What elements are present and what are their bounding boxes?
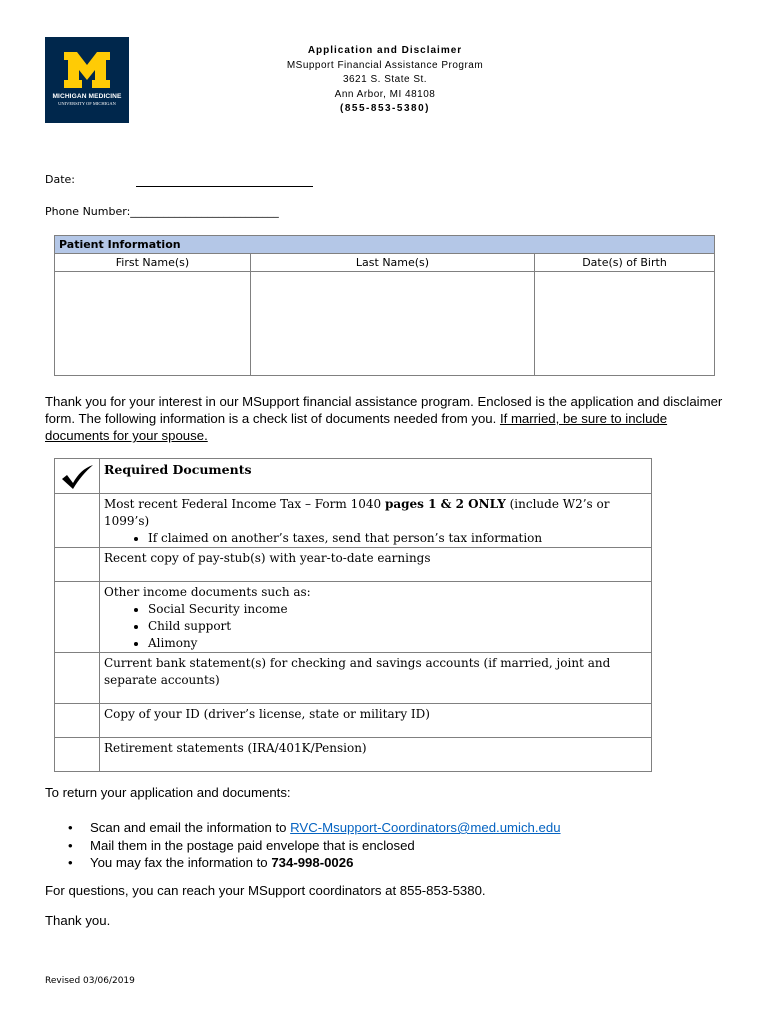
fax-text: You may fax the information to	[90, 855, 272, 870]
doc-retirement: Retirement statements (IRA/401K/Pension)	[100, 738, 652, 772]
check-cell-paystub[interactable]	[55, 548, 100, 582]
other-income-text: Other income documents such as:	[104, 585, 311, 599]
doc-paystub: Recent copy of pay-stub(s) with year-to-date earnings	[100, 548, 652, 582]
revised-date: Revised 03/06/2019	[45, 976, 135, 986]
check-cell-other-income[interactable]	[55, 582, 100, 653]
fax-number: 734-998-0026	[271, 855, 354, 870]
required-documents-table	[54, 458, 652, 772]
last-name-cell[interactable]	[251, 272, 535, 376]
date-label: Date:	[45, 173, 75, 186]
letterhead	[220, 44, 550, 117]
tax-pages-note: pages 1 & 2 ONLY	[384, 497, 506, 511]
header-phone: (855-853-5380)	[340, 103, 430, 114]
doc-tax-return	[100, 494, 652, 548]
phone-label: Phone Number:	[45, 205, 131, 218]
phone-row	[45, 205, 279, 218]
thank-you-text: Thank you.	[45, 913, 111, 928]
phone-field[interactable]: ___________________________	[130, 205, 279, 218]
patient-info-table	[54, 235, 715, 376]
tax-include-note: (include W2’s or 1099’s)	[104, 497, 610, 528]
city-address: Ann Arbor, MI 48108	[334, 88, 436, 100]
return-method-fax: • You may fax the information to 734-998-0026	[68, 855, 354, 870]
col-last-name: Last Name(s)	[251, 254, 535, 272]
tax-text: Most recent Federal Income Tax – Form 1040	[104, 497, 385, 511]
date-of-birth-cell[interactable]	[535, 272, 715, 376]
block-m-icon	[63, 51, 111, 89]
scan-text: Scan and email the information to	[90, 820, 291, 835]
patient-info-title: Patient Information	[55, 236, 715, 254]
doc-bank-statements: Current bank statement(s) for checking and savings accounts (if married, joint and separate accounts)	[100, 653, 652, 704]
check-cell-bank[interactable]	[55, 653, 100, 704]
michigan-medicine-logo	[45, 37, 129, 123]
required-documents-heading: Required Documents	[100, 459, 652, 494]
bullet-alimony: • Alimony	[148, 635, 647, 652]
check-cell-tax[interactable]	[55, 494, 100, 548]
tax-bullet: • If claimed on another’s taxes, send that person’s tax information	[148, 530, 647, 547]
bullet-child-support: • Child support	[148, 618, 647, 635]
first-name-cell[interactable]	[55, 272, 251, 376]
coordinator-email-link[interactable]: RVC-Msupport-Coordinators@med.umich.edu	[290, 820, 561, 835]
return-method-email: • Scan and email the information to RVC-Msupport-Coordinators@med.umich.edu	[68, 820, 561, 835]
check-cell-id[interactable]	[55, 704, 100, 738]
check-cell-retirement[interactable]	[55, 738, 100, 772]
program-name: MSupport Financial Assistance Program	[286, 59, 484, 71]
intro-spouse-note: If married, be sure to include documents for your spouse.	[45, 411, 668, 443]
bullet-social-security: • Social Security income	[148, 601, 647, 618]
col-first-name: First Name(s)	[55, 254, 251, 272]
logo-line2: UNIVERSITY OF MICHIGAN	[58, 101, 116, 106]
checkmark-header-cell	[55, 459, 100, 494]
return-method-mail: • Mail them in the postage paid envelope that is enclosed	[68, 837, 415, 853]
doc-other-income	[100, 582, 652, 653]
return-methods-list	[45, 819, 561, 872]
intro-text: Thank you for your interest in our MSupport financial assistance program. Enclosed is the application and disclaimer form. The following information is a check list of documents needed from you.	[45, 394, 723, 426]
logo-line1: MICHIGAN MEDICINE	[52, 93, 122, 100]
date-field[interactable]	[136, 186, 313, 187]
mail-text: Mail them in the postage paid envelope that is enclosed	[90, 837, 415, 853]
checkmark-icon	[60, 464, 96, 490]
intro-paragraph	[45, 393, 725, 444]
col-date-of-birth: Date(s) of Birth	[535, 254, 715, 272]
street-address: 3621 S. State St.	[342, 74, 428, 85]
questions-text: For questions, you can reach your MSupport coordinators at 855-853-5380.	[45, 883, 486, 898]
return-heading: To return your application and documents:	[45, 785, 291, 800]
doc-title: Application and Disclaimer	[307, 45, 463, 56]
doc-id: Copy of your ID (driver’s license, state or military ID)	[100, 704, 652, 738]
